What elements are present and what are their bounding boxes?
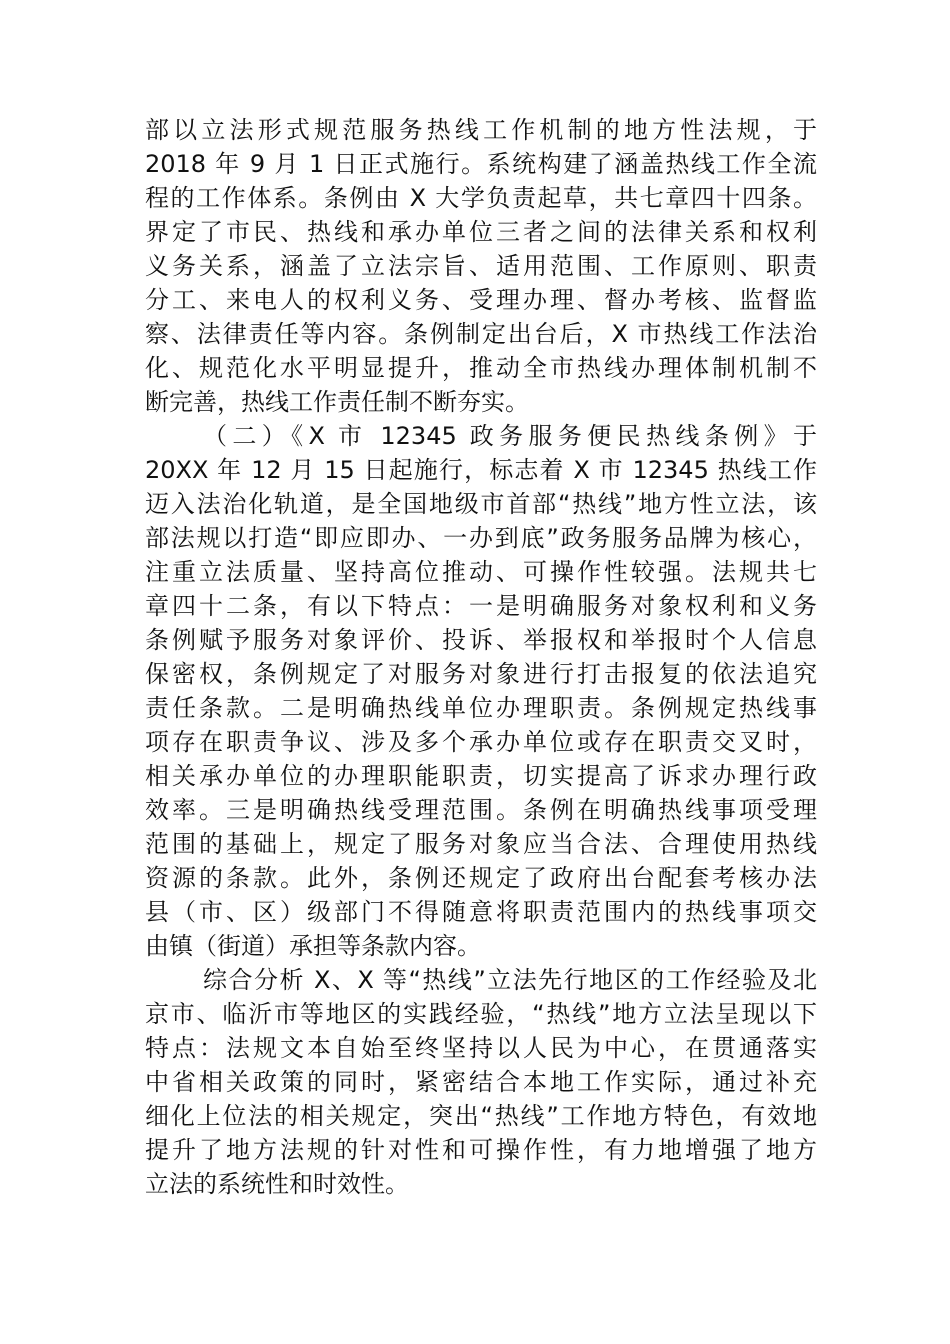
- text-line: 中省相关政策的同时，紧密结合本地工作实际，通过补充: [145, 1068, 817, 1096]
- text-line: 项存在职责争议、涉及多个承办单位或存在职责交叉时，: [145, 728, 817, 756]
- text-line: 责任条款。二是明确热线单位办理职责。条例规定热线事: [145, 694, 817, 722]
- text-line: 综合分析 X、X 等“热线”立法先行地区的工作经验及北: [203, 966, 817, 994]
- text-line: 资源的条款。此外，条例还规定了政府出台配套考核办法: [145, 864, 817, 892]
- paragraph-3: [145, 963, 817, 1201]
- text-line: 提升了地方法规的针对性和可操作性，有力地增强了地方: [145, 1136, 817, 1164]
- text-line: 迈入法治化轨道，是全国地级市首部“热线”地方性立法，该: [145, 490, 817, 518]
- text-line: 保密权，条例规定了对服务对象进行打击报复的依法追究: [145, 660, 817, 688]
- text-line: 相关承办单位的办理职能职责，切实提高了诉求办理行政: [145, 762, 817, 790]
- text-line: 特点：法规文本自始至终坚持以人民为中心，在贯通落实: [145, 1034, 817, 1062]
- text-line: 部以立法形式规范服务热线工作机制的地方性法规，于: [145, 116, 817, 144]
- text-line: 化、规范化水平明显提升，推动全市热线办理体制机制不: [145, 354, 817, 382]
- text-line: 立法的系统性和时效性。: [145, 1170, 409, 1198]
- paragraph-1: [145, 113, 817, 419]
- text-line: 义务关系，涵盖了立法宗旨、适用范围、工作原则、职责: [145, 252, 817, 280]
- text-line: 分工、来电人的权利义务、受理办理、督办考核、监督监: [145, 286, 817, 314]
- text-line: 程的工作体系。条例由 X 大学负责起草，共七章四十四条。: [145, 184, 817, 212]
- text-line: （二）《X 市 12345 政务服务便民热线条例》于: [203, 422, 817, 450]
- text-line: 县（市、区）级部门不得随意将职责范围内的热线事项交: [145, 898, 817, 926]
- text-line: 条例赋予服务对象评价、投诉、举报权和举报时个人信息: [145, 626, 817, 654]
- text-line: 章四十二条，有以下特点：一是明确服务对象权利和义务: [145, 592, 817, 620]
- text-line: 断完善，热线工作责任制不断夯实。: [145, 388, 529, 416]
- text-line: 注重立法质量、坚持高位推动、可操作性较强。法规共七: [145, 558, 817, 586]
- text-line: 20XX 年 12 月 15 日起施行，标志着 X 市 12345 热线工作: [145, 456, 817, 484]
- text-line: 细化上位法的相关规定，突出“热线”工作地方特色，有效地: [145, 1102, 817, 1130]
- text-line: 由镇（街道）承担等条款内容。: [145, 932, 481, 960]
- text-line: 效率。三是明确热线受理范围。条例在明确热线事项受理: [145, 796, 817, 824]
- text-line: 2018 年 9 月 1 日正式施行。系统构建了涵盖热线工作全流: [145, 150, 817, 178]
- text-line: 部法规以打造“即应即办、一办到底”政务服务品牌为核心，: [145, 524, 817, 552]
- text-line: 察、法律责任等内容。条例制定出台后，X 市热线工作法治: [145, 320, 817, 348]
- text-line: 范围的基础上，规定了服务对象应当合法、合理使用热线: [145, 830, 817, 858]
- paragraph-2: [145, 419, 817, 963]
- document-body: [145, 113, 817, 1201]
- text-line: 京市、临沂市等地区的实践经验，“热线”地方立法呈现以下: [145, 1000, 817, 1028]
- text-line: 界定了市民、热线和承办单位三者之间的法律关系和权利: [145, 218, 817, 246]
